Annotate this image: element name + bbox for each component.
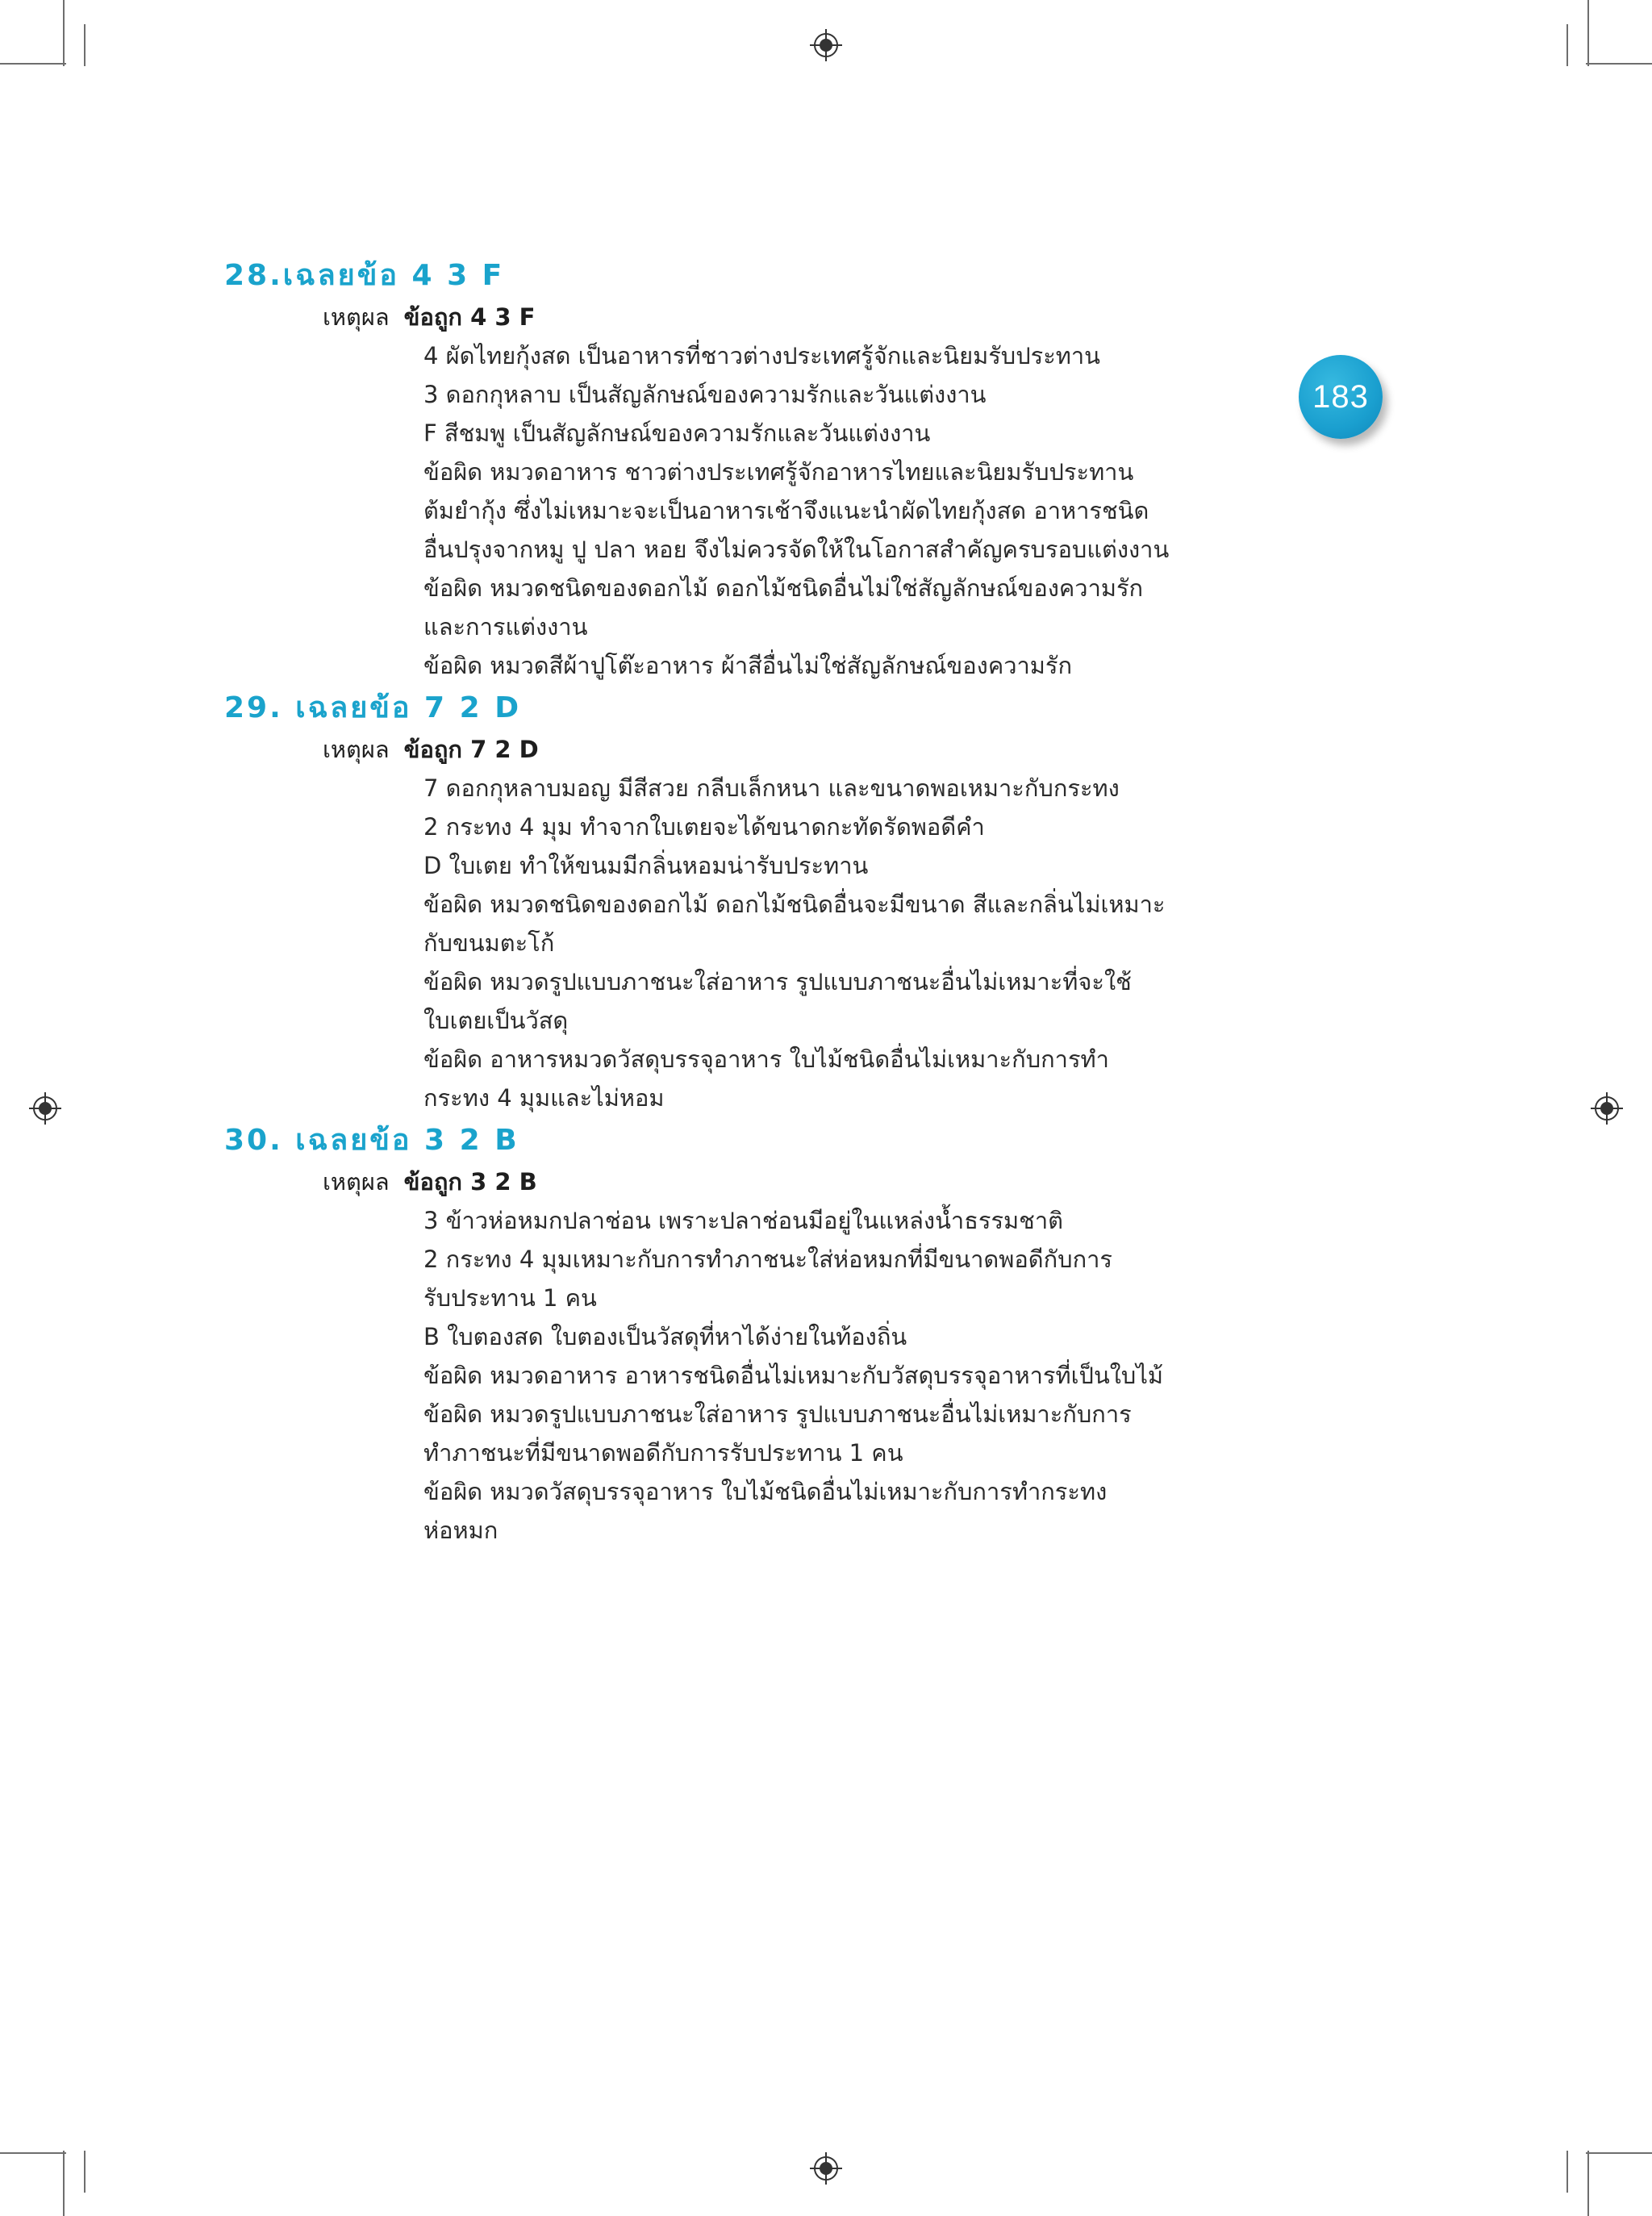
explanation-line: 4 ผัดไทยกุ้งสด เป็นอาหารที่ชาวต่างประเทศรู้จักและนิยมรับประทาน (423, 342, 1100, 369)
answer-heading-29: 29. เฉลยข้อ 7 2 D (224, 691, 522, 724)
explanation-line: ต้มยำกุ้ง ซึ่งไม่เหมาะจะเป็นอาหารเช้าจึงแนะนำผัดไทยกุ้งสด อาหารชนิด (423, 497, 1149, 524)
explanation-line: ข้อผิด หมวดอาหาร อาหารชนิดอื่นไม่เหมาะกับวัสดุบรรจุอาหารที่เป็นใบไม้ (423, 1362, 1164, 1389)
crop-mark (63, 2151, 65, 2216)
explanation-line: 7 ดอกกุหลาบมอญ มีสีสวย กลีบเล็กหนา และขนาดพอเหมาะกับกระทง (423, 774, 1120, 802)
reason-label: เหตุผล (323, 736, 390, 763)
explanation-line: ข้อผิด หมวดชนิดของดอกไม้ ดอกไม้ชนิดอื่นจะมีขนาด สีและกลิ่นไม่เหมาะ (423, 891, 1166, 918)
explanation-line: กับขนมตะโก้ (423, 929, 555, 957)
page-number-badge: 183 (1299, 355, 1383, 439)
crop-mark (0, 2152, 66, 2154)
explanation-line: F สีชมพู เป็นสัญลักษณ์ของความรักและวันแต่งงาน (423, 419, 931, 447)
explanation-line: ข้อผิด อาหารหมวดวัสดุบรรจุอาหาร ใบไม้ชนิดอื่นไม่เหมาะกับการทำ (423, 1045, 1109, 1073)
explanation-line: อื่นปรุงจากหมู ปู ปลา หอย จึงไม่ควรจัดให้ในโอกาสสำคัญครบรอบแต่งงาน (423, 536, 1170, 563)
reason-row-28 (323, 298, 535, 336)
explanation-line: B ใบตองสด ใบตองเป็นวัสดุที่หาได้ง่ายในท้องถิ่น (423, 1323, 907, 1350)
explanation-line: ข้อผิด หมวดวัสดุบรรจุอาหาร ใบไม้ชนิดอื่นไม่เหมาะกับการทำกระทง (423, 1478, 1108, 1505)
explanation-line: D ใบเตย ทำให้ขนมมีกลิ่นหอมน่ารับประทาน (423, 852, 869, 879)
explanation-line: 3 ดอกกุหลาบ เป็นสัญลักษณ์ของความรักและวันแต่งงาน (423, 381, 987, 408)
reason-row-29 (323, 731, 539, 768)
answer-heading-28: 28.เฉลยข้อ 4 3 F (224, 259, 505, 292)
crop-mark (84, 24, 86, 66)
explanation-line: กระทง 4 มุมและไม่หอม (423, 1084, 665, 1112)
correct-answer-label: ข้อถูก 7 2 D (403, 736, 539, 763)
explanation-line: และการแต่งงาน (423, 613, 588, 641)
explanation-line: 2 กระทง 4 มุม ทำจากใบเตยจะได้ขนาดกะทัดรัดพอดีคำ (423, 813, 985, 841)
crop-mark (1587, 0, 1589, 66)
reason-label: เหตุผล (323, 1168, 390, 1196)
crop-mark (63, 0, 65, 66)
correct-answer-label: ข้อถูก 4 3 F (403, 303, 536, 331)
crop-mark (0, 63, 66, 65)
crop-mark (1586, 2152, 1652, 2154)
reason-row-30 (323, 1163, 537, 1200)
crop-mark (1566, 2151, 1568, 2193)
crop-mark (1587, 2151, 1589, 2216)
explanation-line: 3 ข้าวห่อหมกปลาช่อน เพราะปลาช่อนมีอยู่ในแหล่งน้ำธรรมชาติ (423, 1207, 1063, 1234)
registration-mark-icon (810, 29, 842, 61)
explanation-line: ทำภาชนะที่มีขนาดพอดีกับการรับประทาน 1 คน (423, 1439, 903, 1467)
explanation-line: ข้อผิด หมวดชนิดของดอกไม้ ดอกไม้ชนิดอื่นไม่ใช่สัญลักษณ์ของความรัก (423, 574, 1144, 602)
registration-mark-icon (29, 1092, 61, 1125)
crop-mark (1566, 24, 1568, 66)
explanation-line: 2 กระทง 4 มุมเหมาะกับการทำภาชนะใส่ห่อหมกที่มีขนาดพอดีกับการ (423, 1246, 1112, 1273)
explanation-line: ห่อหมก (423, 1517, 499, 1544)
registration-mark-icon (1591, 1092, 1623, 1125)
registration-mark-icon (810, 2152, 842, 2185)
explanation-line: รับประทาน 1 คน (423, 1284, 597, 1312)
crop-mark (84, 2151, 86, 2193)
explanation-line: ใบเตยเป็นวัสดุ (423, 1007, 569, 1034)
explanation-line: ข้อผิด หมวดรูปแบบภาชนะใส่อาหาร รูปแบบภาชนะอื่นไม่เหมาะที่จะใช้ (423, 968, 1132, 995)
explanation-line: ข้อผิด หมวดอาหาร ชาวต่างประเทศรู้จักอาหารไทยและนิยมรับประทาน (423, 458, 1134, 486)
explanation-line: ข้อผิด หมวดสีผ้าปูโต๊ะอาหาร ผ้าสีอื่นไม่ใช่สัญลักษณ์ของความรัก (423, 652, 1073, 679)
explanation-line: ข้อผิด หมวดรูปแบบภาชนะใส่อาหาร รูปแบบภาชนะอื่นไม่เหมาะกับการ (423, 1400, 1132, 1428)
reason-label: เหตุผล (323, 303, 390, 331)
correct-answer-label: ข้อถูก 3 2 B (403, 1168, 537, 1196)
answer-heading-30: 30. เฉลยข้อ 3 2 B (224, 1124, 519, 1157)
crop-mark (1586, 63, 1652, 65)
